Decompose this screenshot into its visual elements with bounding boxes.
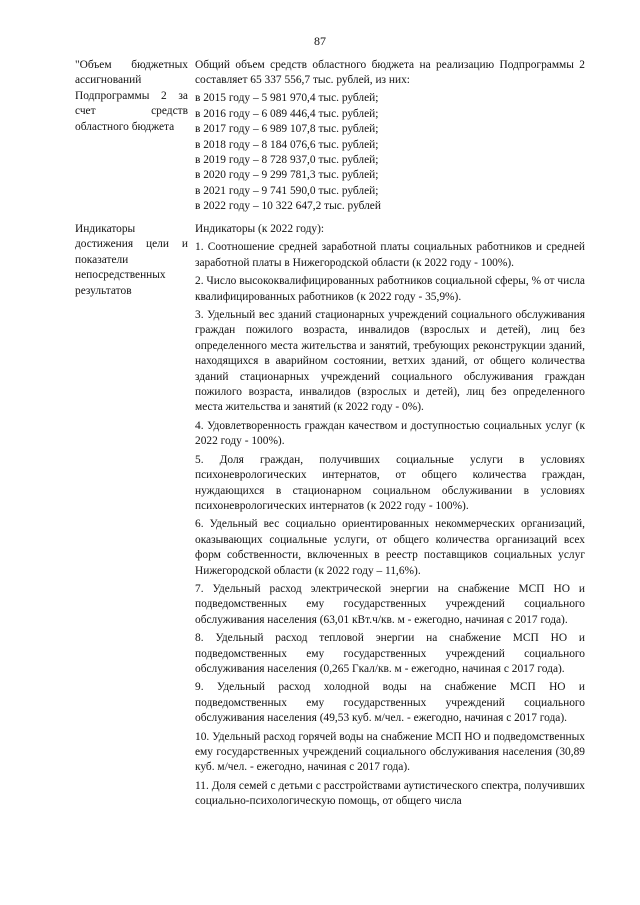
indicator-item: 7. Удельный расход электрической энергии на снабжение МСП НО и подведомственных ему государственных учреждений социального обслуживания населения (63,01 кВт.ч/кв. м - ежегодно, начиная с 2017 года). — [195, 582, 585, 626]
indicators-label: Индикаторы достижения цели и показатели непосредственных результатов — [75, 223, 188, 297]
indicator-item: 3. Удельный вес зданий стационарных учреждений социального обслуживания граждан пожилого возраста, инвалидов (взрослых и детей), лиц без определенного места жительства и занятий, требующих реконструкции зданий, находящихся в аварийном состоянии, ветхих зданий, от общего количества зданий стационарных учреждений социального обслуживания граждан пожилого возраста, инвалидов (взрослых и детей), лиц без определенного места жительства и занятий (к 2022 году - 0%). — [195, 309, 585, 414]
budget-label: "Объем бюджетных ассигнований Подпрограммы 2 за счет средств областного бюджета — [75, 59, 188, 133]
indicator-item: 5. Доля граждан, получивших социальные услуги в условиях психоневрологических интернатов, от общего количества граждан, нуждающихся в стационарном социальном обслуживании в условиях психоневрологических интернатов (к 2022 году - 100%). — [195, 453, 585, 512]
indicator-item: 4. Удовлетворенность граждан качеством и доступностью социальных услуг (к 2022 году - 100%). — [195, 419, 585, 448]
budget-year-line: в 2019 году – 8 728 937,0 тыс. рублей; — [195, 154, 379, 167]
budget-year-line: в 2018 году – 8 184 076,6 тыс. рублей; — [195, 138, 379, 151]
budget-year-line: в 2020 году – 9 299 781,3 тыс. рублей; — [195, 169, 379, 182]
indicator-item: 10. Удельный расход горячей воды на снабжение МСП НО и подведомственных ему государственных учреждений социального обслуживания населения (30,89 куб. м/чел. - ежегодно, начиная с 2017 года). — [195, 730, 585, 774]
indicators-heading: Индикаторы (к 2022 году): — [195, 223, 325, 235]
indicator-item: 1. Соотношение средней заработной платы социальных работников и средней заработной платы в Нижегородской области (к 2022 году - 100%). — [195, 241, 585, 269]
budget-year-line: в 2017 году – 6 989 107,8 тыс. рублей; — [195, 123, 379, 136]
indicators-content — [195, 222, 585, 813]
budget-total: Общий объем средств областного бюджета на реализацию Подпрограммы 2 составляет 65 337 556,7 тыс. рублей, из них: — [195, 59, 585, 87]
indicator-item: 9. Удельный расход холодной воды на снабжение МСП НО и подведомственных ему государственных учреждений социального обслуживания населения (49,53 куб. м/чел. - ежегодно, начиная с 2017 года). — [195, 681, 585, 725]
budget-content — [195, 58, 585, 215]
budget-year-line: в 2022 году – 10 322 647,2 тыс. рублей — [195, 200, 381, 213]
indicator-item: 2. Число высококвалифицированных работников социальной сферы, % от числа квалифицированных работников (к 2022 году - 35,9%). — [195, 275, 585, 303]
budget-year-line: в 2016 году – 6 089 446,4 тыс. рублей; — [195, 107, 379, 120]
indicator-item: 6. Удельный вес социально ориентированных некоммерческих организаций, оказывающих социальные услуги, от общего количества организаций всех форм собственности, включенных в реестр поставщиков социальных услуг Нижегородской области (к 2022 году – 11,6%). — [195, 518, 585, 577]
budget-year-line: в 2021 году – 9 741 590,0 тыс. рублей; — [195, 184, 379, 197]
indicator-item: 8. Удельный расход тепловой энергии на снабжение МСП НО и подведомственных ему государственных учреждений социального обслуживания населения (0,265 Гкал/кв. м - ежегодно, начиная с 2017 года). — [195, 632, 585, 675]
budget-year-line: в 2015 году – 5 981 970,4 тыс. рублей; — [195, 92, 379, 105]
page-number: 87 — [314, 34, 326, 48]
indicator-item: 11. Доля семей с детьми с расстройствами аутистического спектра, получивших социально-психологическую помощь, от общего числа — [195, 779, 585, 808]
